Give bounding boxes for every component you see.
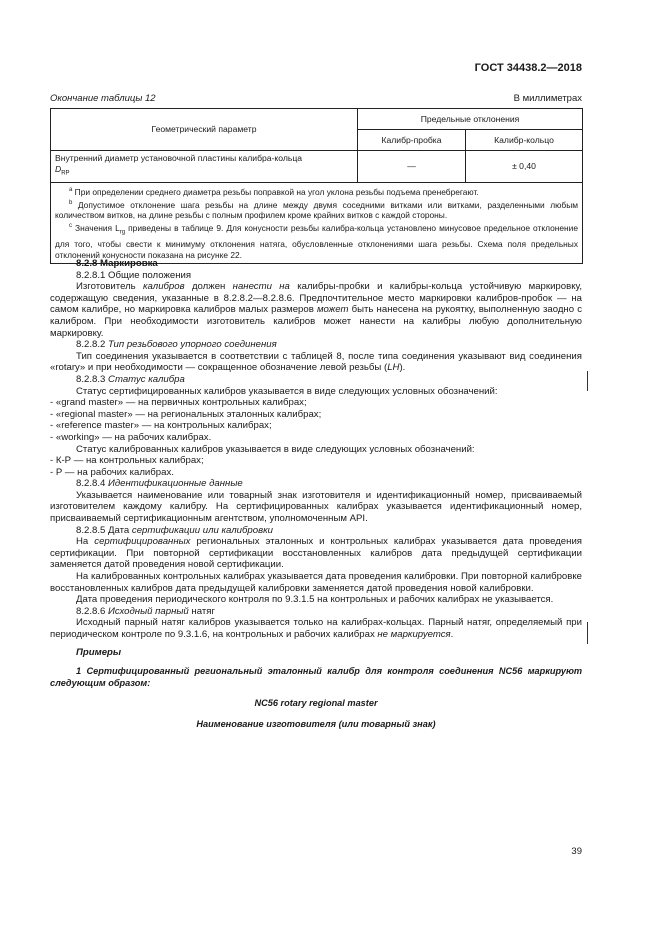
standard-designation: ГОСТ 34438.2—2018 [474, 62, 582, 74]
row-param-symbol: D [55, 164, 62, 174]
paragraph-8282: Тип соединения указывается в соответствии с таблицей 8, после типа соединения указывают вид соединения «rotary» и при необходимости — сокращенное обозначение левой резьбы (LH). [50, 350, 582, 374]
row-ring-value: ± 0,40 [466, 151, 583, 183]
section-8284-heading: 8.2.8.4 Идентификационные данные [76, 478, 243, 490]
tolerance-table [50, 108, 583, 264]
table-units: В миллиметрах [513, 93, 582, 104]
paragraph-8286: Исходный парный натяг калибров указывается только на калибрах-кольцах. Парный натяг, определяемый при периодическом контроле по 9.3.1.6, на контрольных и рабочих калибрах не маркируется. [50, 617, 582, 640]
table-notes [51, 182, 583, 263]
list-item: - «grand master» — на первичных контрольных калибрах; [50, 397, 307, 409]
note-c: $^c$ Значения $L_{rg}$ приведены в таблице 9. Для конусности резьбы калибра-кольца установлено минусовое предельное отклонение для того, чтобы свести к минимуму отклонения натяга, обусловленные отклонениями шага резьбы. Схема поля предельных отклонений конусности показана на рисунке 22. [55, 223, 579, 260]
row-param-text: Внутренний диаметр установочной пластины калибра-кольца [55, 153, 303, 163]
list-item: - Р — на рабочих калибрах. [50, 466, 174, 478]
list-item: - «regional master» — на региональных эталонных калибрах; [50, 408, 322, 420]
section-8283-heading: 8.2.8.3 Статус калибра [76, 373, 185, 385]
page-number: 39 [571, 846, 582, 857]
paragraph-8283-calibrated: Статус калиброванных калибров указывается в виде следующих условных обозначений: [76, 443, 475, 455]
paragraph-8281: Изготовитель калибров должен нанести на калибры-пробки и калибры-кольца устойчивую маркировку, содержащую сведения, указанные в 8.2.8.2—8.2.8.6. Предпочтительное место маркировки калибров-пробок — на самом калибре, но маркировка калибров малых размеров может быть нанесена на рукоятку, выполненную заодно с калибром. При необходимости изготовитель калибров может нанести на калибры любую дополнительную маркировку. [50, 281, 583, 339]
list-item: - «reference master» — на контрольных калибрах; [50, 420, 272, 432]
body-text [50, 258, 582, 731]
example-marking-line-1: NC56 rotary regional master [254, 698, 378, 709]
header-plug: Калибр-пробка [358, 130, 466, 151]
header-param: Геометрический параметр [51, 109, 358, 151]
section-828-heading: 8.2.8 Маркировка [76, 258, 158, 269]
examples-heading: Примеры [76, 646, 122, 658]
header-deviations: Предельные отклонения [358, 109, 583, 130]
row-param [51, 151, 358, 183]
paragraph-8285-calibrated: На калиброванных контрольных калибрах указывается дата проведения калибровки. При повторной калибровке восстановленных калибров дата предыдущей калибровки заменяется датой проведения новой калибровки. [50, 571, 582, 594]
note-a: $^a$ При определении среднего диаметра резьбы поправкой на угол уклона резьбы подъема пренебрегают. [69, 186, 479, 197]
paragraph-8283: Статус сертифицированных калибров указывается в виде следующих условных обозначений: [76, 385, 498, 397]
section-8286-heading: 8.2.8.6 Исходный парный натяг [76, 605, 215, 617]
example-marking-line-2: Наименование изготовителя (или товарный знак) [196, 718, 436, 729]
section-8285-heading: 8.2.8.5 Дата сертификации или калибровки [76, 524, 273, 536]
note-b: $^b$ Допустимое отклонение шага резьбы на длине между двумя соседними витками или витками, разделенными любым количеством витков, на длине резьбы с полным профилем кроме крайних витков с каждой стороны. [55, 199, 579, 221]
paragraph-8285-periodic: Дата проведения периодического контроля по 9.3.1.5 на контрольных и рабочих калибрах не указывается. [76, 594, 554, 606]
row-param-symbol-sub: RP [61, 170, 70, 177]
paragraph-8285-certified: На сертифицированных региональных эталонных и контрольных калибрах указывается дата проведения сертификации. При повторной сертификации восстановленных калибров дата предыдущей сертификации заменяется датой проведения новой сертификации. [50, 536, 582, 571]
list-item: - К-Р — на контрольных калибрах; [50, 455, 204, 467]
section-8282-heading: 8.2.8.2 Тип резьбового упорного соединения [76, 339, 277, 351]
example-1: 1 Сертифицированный региональный эталонный калибр для контроля соединения NC56 маркируют следующим образом: [50, 666, 582, 688]
header-ring: Калибр-кольцо [466, 130, 583, 151]
revision-bar [587, 371, 588, 391]
section-8281-heading: 8.2.8.1 Общие положения [76, 269, 192, 281]
paragraph-8284: Указывается наименование или товарный знак изготовителя и идентификационный номер, присваиваемый изготовителем каждому калибру. На сертифицированных калибрах указывается идентификационный номер, присваиваемый сертификационным агентством, уполномоченным API. [50, 489, 582, 525]
row-plug-value: — [358, 151, 466, 183]
revision-bar [587, 622, 588, 644]
list-item: - «working» — на рабочих калибрах. [50, 431, 212, 443]
table-caption: Окончание таблицы 12 [50, 93, 156, 104]
